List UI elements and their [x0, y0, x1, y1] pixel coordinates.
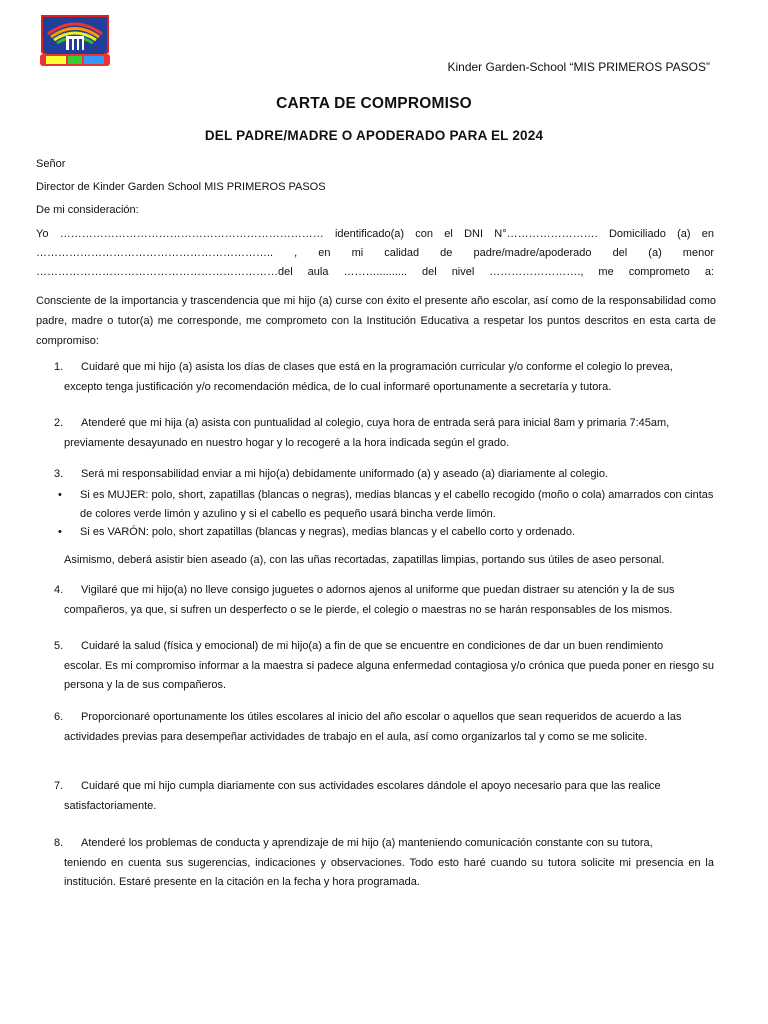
- commitment-item: [54, 465, 714, 485]
- item-number: 6.: [54, 711, 64, 723]
- item-text: Será mi responsabilidad enviar a mi hijo(a) debidamente uniformado (a) y aseado (a) diariamente al colegio.: [81, 468, 609, 480]
- item-number: 2.: [54, 417, 64, 429]
- school-name: Kinder Garden-School “MIS PRIMEROS PASOS”: [447, 60, 710, 74]
- greeting-director: Director de Kinder Garden School MIS PRIMEROS PASOS: [36, 181, 326, 193]
- intro-paragraph: Consciente de la importancia y trascendencia que mi hijo (a) curse con éxito el presente año escolar, así como de la responsabilidad como padre, madre o tutor(a) me corresponde, me comprometo con la Institución Educativa a respetar los puntos descritos en esta carta de compromiso:: [36, 295, 716, 347]
- page-subtitle: DEL PADRE/MADRE O APODERADO PARA EL 2024: [204, 128, 544, 143]
- item-text: Cuidaré la salud (física y emocional) de mi hijo(a) a fin de que se encuentre en condiciones de dar un buen rendimiento: [81, 640, 664, 652]
- bullet-item: [58, 523, 714, 542]
- item-text: Proporcionaré oportunamente los útiles escolares al inicio del año escolar o aquellos que sean requeridos de acuerdo a las: [81, 711, 682, 723]
- commitment-item: [54, 708, 714, 747]
- bullet-item: [58, 486, 714, 524]
- item-text-cont: escolar. Es mi compromiso informar a la maestra si padece alguna enfermedad contagiosa y/o crónica que pueda poner en riesgo su persona y la de sus compañeros.: [64, 659, 714, 691]
- item-text-cont: compañeros, ya que, si sufren un desperfecto o se le pierde, el colegio o maestras no se harán responsables de los mismos.: [64, 603, 673, 616]
- item-number: 4.: [54, 584, 64, 596]
- item-number: 8.: [54, 837, 64, 849]
- item-text: Cuidaré que mi hijo cumpla diariamente con sus actividades escolares dándole el apoyo necesario para que las realice: [81, 780, 661, 792]
- commitment-item: [54, 581, 714, 620]
- school-logo: [36, 12, 114, 74]
- item-number: 7.: [54, 780, 64, 792]
- item-number: 3.: [54, 468, 64, 480]
- form-line-2: ……………………………………………………….. , en mi calidad de padre/madre/apoderado del (a) menor: [36, 247, 714, 259]
- item-text-cont: actividades previas para desempeñar actividades de trabajo en el aula, así como organizarlos tal y como se me solicite.: [64, 730, 648, 743]
- form-line-3: …………………………………………………………del aula ……….......... del nivel ……………………., me comprometo a:: [36, 266, 714, 278]
- bullet-text: Si es VARÓN: polo, short zapatillas (blancas y negras), medias blancas y el cabello corto y ordenado.: [80, 526, 576, 538]
- item-text: Atenderé que mi hija (a) asista con puntualidad al colegio, cuya hora de entrada será para inicial 8am y primaria 7:45am,: [81, 417, 670, 429]
- bullet-text: Si es MUJER: polo, short, zapatillas (blancas o negras), medias blancas y el cabello recogido (moño o cola) amarrados con cintas de colores verde limón y azulino y si el cabello es pequeño usará bincha verde limón.: [80, 489, 714, 520]
- form-line-1: Yo ……………………………………………………………… identificado(a) con el DNI N°……………………. Domiciliado (a) en: [36, 228, 714, 240]
- commitment-item: [54, 358, 714, 397]
- item-text-cont: satisfactoriamente.: [64, 799, 157, 812]
- greeting-line: Señor: [36, 158, 66, 170]
- greeting-consideration: De mi consideración:: [36, 204, 139, 216]
- item-text-cont: teniendo en cuenta sus sugerencias, indicaciones y observaciones. Todo esto haré cuando su tutora solicite mi presencia en la institución. Estaré presente en la citación en la fecha y hora programada.: [64, 856, 714, 888]
- item-text: Vigilaré que mi hijo(a) no lleve consigo juguetes o adornos ajenos al uniforme que puedan distraer su atención y la de sus: [81, 584, 675, 596]
- item-text-cont: excepto tenga justificación y/o recomendación médica, de lo cual informaré oportunamente a secretaría y tutora.: [64, 380, 612, 393]
- hygiene-note: Asimismo, deberá asistir bien aseado (a), con las uñas recortadas, zapatillas limpias, portando sus útiles de aseo personal.: [64, 554, 665, 566]
- bullet-dot: •: [58, 526, 62, 538]
- commitment-item: [54, 777, 714, 816]
- item-text: Cuidaré que mi hijo (a) asista los días de clases que está en la programación curricular y/o conforme el colegio lo prevea,: [81, 361, 673, 373]
- commitment-item: [54, 414, 714, 453]
- item-number: 1.: [54, 361, 64, 373]
- item-text: Atenderé los problemas de conducta y aprendizaje de mi hijo (a) manteniendo comunicación constante con su tutora,: [81, 837, 653, 849]
- page-title: CARTA DE COMPROMISO: [276, 95, 472, 112]
- bullet-dot: •: [58, 489, 62, 501]
- commitment-item: [54, 637, 714, 696]
- commitment-item: [54, 834, 714, 893]
- item-text-cont: previamente desayunado en nuestro hogar y lo recogeré a la hora indicada según el grado.: [64, 436, 510, 449]
- item-number: 5.: [54, 640, 64, 652]
